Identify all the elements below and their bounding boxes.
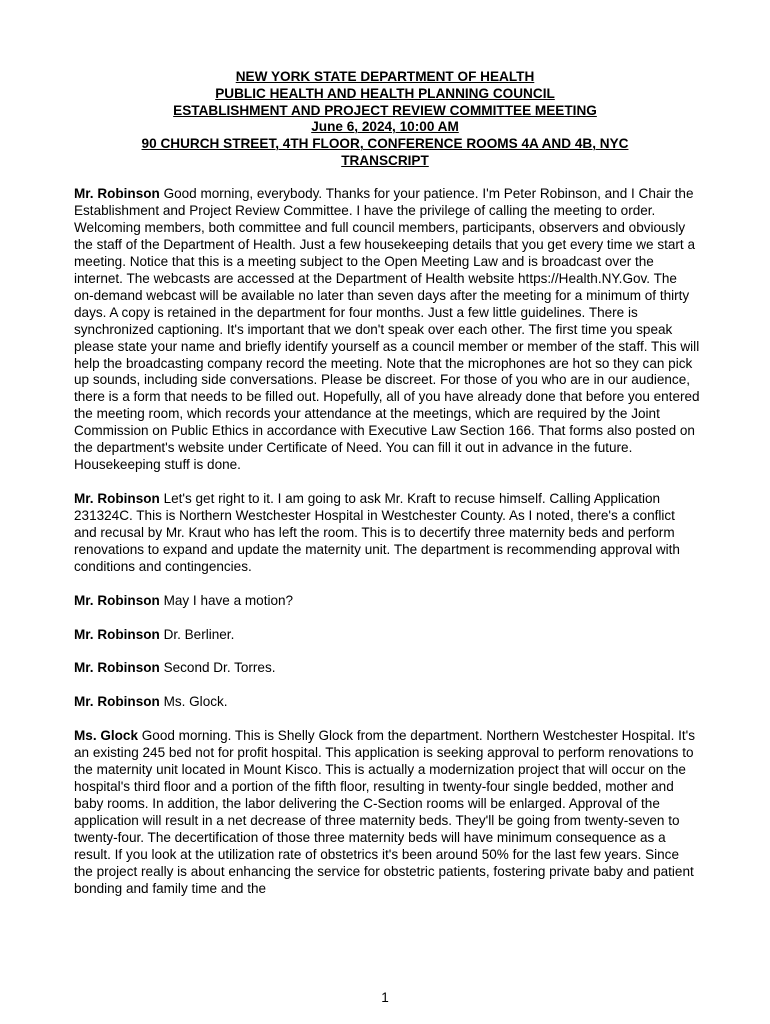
page-number: 1 xyxy=(381,990,389,1005)
speech-text: Ms. Glock. xyxy=(163,694,228,710)
speech-text: May I have a motion? xyxy=(163,592,294,608)
speaker-name: Mr. Robinson xyxy=(74,491,160,507)
speaker-name: Mr. Robinson xyxy=(74,186,160,201)
header-location: 90 CHURCH STREET, 4TH FLOOR, CONFERENCE ROOMS 4A AND 4B, NYC xyxy=(141,136,629,152)
transcript-body xyxy=(74,186,700,915)
transcript-paragraph xyxy=(74,491,700,576)
transcript-paragraph xyxy=(74,627,700,644)
transcript-paragraph xyxy=(74,694,700,711)
transcript-paragraph xyxy=(74,593,700,610)
transcript-header xyxy=(60,69,710,170)
transcript-paragraph xyxy=(74,728,700,898)
speaker-name: Mr. Robinson xyxy=(74,694,160,710)
transcript-paragraph xyxy=(74,186,700,474)
speech-text: Good morning. This is Shelly Glock from the department. Northern Westchester Hospital. It's an existing 245 bed not for profit hospital. This application is seeking approval to perform renovations to the maternity unit located in Mount Kisco. This is actually a modernization project that will occur on the hospital's third floor and a portion of the fifth floor, resulting in twenty-four single bedded, mother and baby rooms. In addition, the labor delivering the C-Section rooms will be enlarged. Approval of the application will result in a net decrease of three maternity beds. They'll be going from twenty-seven to twenty-four. The decertification of those three maternity beds will have minimum consequence as a result. If you look at the utilization rate of obstetrics it's been around 50% for the last few years. Since the project really is about enhancing the service for obstetric patients, fostering private baby and patient bonding and family time and the xyxy=(74,728,695,896)
speech-text: Dr. Berliner. xyxy=(163,626,235,642)
speech-text: Second Dr. Torres. xyxy=(163,660,276,676)
transcript-paragraph xyxy=(74,660,700,677)
header-agency: NEW YORK STATE DEPARTMENT OF HEALTH xyxy=(235,69,535,84)
speaker-name: Mr. Robinson xyxy=(74,626,160,642)
speech-text: Good morning, everybody. Thanks for your patience. I'm Peter Robinson, and I Chair the Establishment and Project Review Committee. I have the privilege of calling the meeting to order. Welcoming members, both committee and full council members, participants, observers and obviously the staff of the Department of Health. Just a few housekeeping details that you get every time we start a meeting. Notice that this is a meeting subject to the Open Meeting Law and is broadcast over the internet. The webcasts are accessed at the Department of Health website https://Health.NY.Gov. The on-demand webcast will be available no later than seven days after the meeting for a minimum of thirty days. A copy is retained in the department for four months. Just a few little guidelines. There is synchronized captioning. It's important that we don't speak over each other. The first time you speak please state your name and briefly identify yourself as a council member or member of the staff. This will help the broadcasting company record the meeting. Note that the microphones are hot so they can pick up sounds, including side conversations. Please be discreet. For those of you who are in our audience, there is a form that needs to be filled out. Hopefully, all of you have already done that before you entered the meeting room, which records your attendance at the meetings, which are required by the Joint Commission on Public Ethics in accordance with Executive Law Section 166. That forms also posted on the department's website under Certificate of Need. You can fill it out in advance in the future. Housekeeping stuff is done. xyxy=(74,186,700,473)
header-date: June 6, 2024, 10:00 AM xyxy=(311,119,459,135)
speaker-name: Mr. Robinson xyxy=(74,660,160,676)
header-council: PUBLIC HEALTH AND HEALTH PLANNING COUNCIL xyxy=(215,85,555,101)
speaker-name: Ms. Glock xyxy=(74,728,138,744)
speech-text: Let's get right to it. I am going to ask Mr. Kraft to recuse himself. Calling Application 231324C. This is Northern Westchester Hospital in Westchester County. As I noted, there's a conflict and recusal by Mr. Kraut who has left the room. This is to decertify three maternity beds and perform renovations to expand and update the maternity unit. The department is recommending approval with conditions and contingencies. xyxy=(74,491,680,574)
header-committee: ESTABLISHMENT AND PROJECT REVIEW COMMITTEE MEETING xyxy=(173,102,597,118)
speaker-name: Mr. Robinson xyxy=(74,592,160,608)
header-doc-type: TRANSCRIPT xyxy=(341,152,429,168)
